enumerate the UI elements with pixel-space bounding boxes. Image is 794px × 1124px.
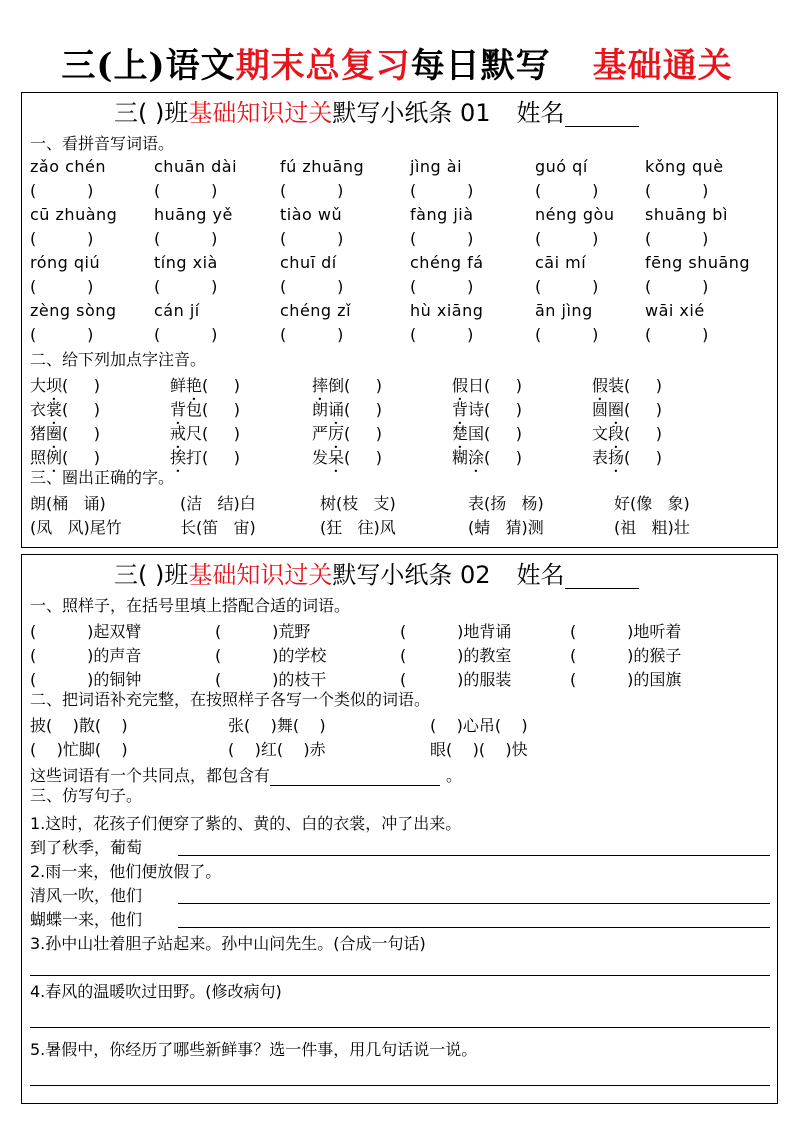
match-item[interactable]: ( )起双臂 <box>30 622 142 641</box>
answer-blank[interactable]: ( ) <box>30 181 94 200</box>
match-item[interactable]: ( )的国旗 <box>570 670 682 689</box>
choose-item[interactable]: 表(扬 杨) <box>468 494 544 513</box>
annotate-char-a: 衣 <box>30 400 47 419</box>
choose-item[interactable]: 树(枝 支) <box>320 494 396 513</box>
pinyin-word: jìng ài <box>410 157 463 176</box>
answer-line-5[interactable] <box>30 1085 770 1086</box>
sheet-title <box>22 99 777 127</box>
pinyin-word: shuāng bì <box>645 205 728 224</box>
pinyin-word: néng gòu <box>535 205 615 224</box>
answer-blank[interactable]: ( ) <box>154 277 218 296</box>
pinyin-row <box>30 157 770 179</box>
annotate-blank: ( ) <box>624 448 662 467</box>
match-item[interactable]: ( )地听着 <box>570 622 682 641</box>
pinyin-word: ān jìng <box>535 301 593 320</box>
annotate-char-a: 严 <box>312 424 329 443</box>
annotate-item[interactable] <box>452 445 522 476</box>
match-item[interactable]: ( )的教室 <box>400 646 512 665</box>
question-1-prompt: 到了秋季，葡萄 <box>30 838 143 857</box>
answer-blank[interactable]: ( ) <box>280 229 344 248</box>
pinyin-row <box>30 301 770 323</box>
answer-line-2b[interactable] <box>178 927 770 928</box>
answer-blank[interactable]: ( ) <box>30 229 94 248</box>
pinyin-word: chéng zǐ <box>280 301 352 320</box>
annotate-char-a: 表 <box>592 448 609 467</box>
annotate-char-a: 猪 <box>30 424 47 443</box>
pinyin-word: cū zhuàng <box>30 205 118 224</box>
name-field[interactable] <box>565 566 639 589</box>
answer-blank[interactable]: ( ) <box>535 229 599 248</box>
page-title <box>0 38 794 87</box>
title-part-review: 期末总复习 <box>235 46 411 86</box>
question-3: 3.孙中山壮着胆子站起来。孙中山问先生。(合成一句话) <box>30 934 426 953</box>
fill-item[interactable]: ( )忙脚( ) <box>30 740 128 759</box>
annotate-char-dotted: 裳 <box>46 400 63 419</box>
annotate-char-a: 照 <box>30 448 47 467</box>
choose-item[interactable]: (祖 粗)壮 <box>614 518 690 537</box>
answer-line-4[interactable] <box>30 1027 770 1028</box>
annotate-char-a: 鲜 <box>170 376 187 395</box>
section-choose-heading: 三、圈出正确的字。 <box>30 468 175 487</box>
match-item[interactable]: ( )的猴子 <box>570 646 682 665</box>
annotate-char-dotted: 摔 <box>312 376 329 395</box>
annotate-blank: 倒( ) <box>328 376 382 395</box>
annotate-blank: 包( ) <box>186 400 240 419</box>
common-point-text: 这些词语有一个共同点，都包含有 <box>30 766 271 785</box>
common-point-line <box>30 763 462 786</box>
annotate-char-dotted: 坝 <box>46 376 63 395</box>
pinyin-word: wāi xié <box>645 301 705 320</box>
pinyin-row <box>30 205 770 227</box>
answer-blank[interactable]: ( ) <box>645 181 709 200</box>
match-item[interactable]: ( )地背诵 <box>400 622 512 641</box>
section-annotate-heading: 二、给下列加点字注音。 <box>30 350 207 369</box>
common-point-period: 。 <box>446 766 463 785</box>
pinyin-word: zèng sòng <box>30 301 117 320</box>
annotate-blank: ( ) <box>624 424 662 443</box>
annotate-item[interactable] <box>170 445 240 476</box>
answer-blank-row <box>30 229 770 251</box>
fill-item[interactable]: ( )红( )赤 <box>228 740 326 759</box>
annotate-char-dotted: 楚 <box>452 424 469 443</box>
annotate-blank: 国( ) <box>468 424 522 443</box>
section-fill-heading: 二、把词语补充完整，在按照样子各写一个类似的词语。 <box>30 690 431 709</box>
pinyin-word: fú zhuāng <box>280 157 365 176</box>
annotate-blank: ( ) <box>62 448 100 467</box>
pinyin-word: cāi mí <box>535 253 587 272</box>
answer-blank[interactable]: ( ) <box>154 229 218 248</box>
annotate-blank: ( ) <box>344 400 382 419</box>
section-match-heading: 一、照样子，在括号里填上搭配合适的词语。 <box>30 596 351 615</box>
name-label: 姓名 <box>516 99 565 127</box>
choose-item[interactable]: 朗(桶 诵) <box>30 494 106 513</box>
answer-blank[interactable]: ( ) <box>154 181 218 200</box>
annotate-char-dotted: 圈 <box>608 400 625 419</box>
annotate-char-dotted: 挨 <box>170 448 187 467</box>
match-row <box>30 643 770 665</box>
choose-row <box>30 515 770 537</box>
answer-blank[interactable]: ( ) <box>410 229 474 248</box>
match-item[interactable]: ( )的服装 <box>400 670 512 689</box>
answer-blank[interactable]: ( ) <box>410 181 474 200</box>
annotate-blank: 装( ) <box>608 376 662 395</box>
fill-item[interactable]: ( )心吊( ) <box>430 716 528 735</box>
common-point-blank[interactable] <box>270 769 440 786</box>
match-item[interactable]: ( )的声音 <box>30 646 142 665</box>
annotate-blank: ( ) <box>344 448 382 467</box>
annotate-char-dotted: 扬 <box>608 448 625 467</box>
class-label: 三( )班 <box>114 99 189 127</box>
answer-blank[interactable]: ( ) <box>410 325 474 344</box>
pinyin-word: róng qiú <box>30 253 101 272</box>
choose-item[interactable]: 好(像 象) <box>614 494 690 513</box>
annotate-blank: 尺( ) <box>186 424 240 443</box>
choose-item[interactable]: (洁 结)白 <box>180 494 256 513</box>
answer-blank[interactable]: ( ) <box>535 181 599 200</box>
annotate-blank: ( ) <box>484 448 522 467</box>
answer-blank[interactable]: ( ) <box>410 277 474 296</box>
annotate-row <box>30 373 770 395</box>
answer-blank[interactable]: ( ) <box>280 277 344 296</box>
annotate-char-a: 文 <box>592 424 609 443</box>
match-item[interactable]: ( )的铜钟 <box>30 670 142 689</box>
annotate-char-a: 圆 <box>592 400 609 419</box>
answer-blank[interactable]: ( ) <box>154 325 218 344</box>
answer-blank[interactable]: ( ) <box>535 325 599 344</box>
answer-blank[interactable]: ( ) <box>280 325 344 344</box>
sheet-topic: 基础知识过关 <box>188 99 333 127</box>
sheet-number: 默写小纸条 02 <box>332 561 491 589</box>
annotate-char-dotted: 呆 <box>328 448 345 467</box>
annotate-char-a: 发 <box>312 448 329 467</box>
annotate-char-dotted: 诵 <box>328 400 345 419</box>
answer-blank-row <box>30 325 770 347</box>
choose-item[interactable]: 长(笛 宙) <box>180 518 256 537</box>
annotate-char-dotted: 涂 <box>468 448 485 467</box>
match-item[interactable]: ( )荒野 <box>215 622 311 641</box>
annotate-row <box>30 421 770 443</box>
pinyin-word: hù xiāng <box>410 301 484 320</box>
annotate-char-dotted: 背 <box>452 400 469 419</box>
answer-blank[interactable]: ( ) <box>30 277 94 296</box>
answer-line-2a[interactable] <box>178 903 770 904</box>
answer-blank[interactable]: ( ) <box>280 181 344 200</box>
answer-blank-row <box>30 181 770 203</box>
fill-item[interactable]: 眼( )( )快 <box>430 740 528 759</box>
match-item[interactable]: ( )的枝干 <box>215 670 327 689</box>
question-1: 1.这时，花孩子们便穿了紫的、黄的、白的衣裳，冲了出来。 <box>30 814 462 833</box>
choose-item[interactable]: (狂 往)风 <box>320 518 396 537</box>
section-pinyin-heading: 一、看拼音写词语。 <box>30 134 175 153</box>
name-field[interactable] <box>565 104 639 127</box>
annotate-char-dotted: 圈 <box>46 424 63 443</box>
choose-item[interactable]: (凤 风)尾竹 <box>30 518 122 537</box>
pinyin-row <box>30 253 770 275</box>
pinyin-word: chéng fá <box>410 253 484 272</box>
annotate-blank: ( ) <box>62 400 100 419</box>
match-item[interactable]: ( )的学校 <box>215 646 327 665</box>
answer-blank[interactable]: ( ) <box>30 325 94 344</box>
sheet-topic: 基础知识过关 <box>188 561 333 589</box>
answer-line-1[interactable] <box>178 855 770 856</box>
dictation-sheet-02 <box>21 554 778 1104</box>
name-label: 姓名 <box>516 561 565 589</box>
annotate-blank: ( ) <box>62 376 100 395</box>
title-part-daily: 每日默写 <box>410 46 551 86</box>
annotate-char-dotted: 例 <box>46 448 63 467</box>
pinyin-word: tiào wǔ <box>280 205 343 224</box>
annotate-blank: 打( ) <box>186 448 240 467</box>
match-row <box>30 667 770 689</box>
dictation-sheet-01 <box>21 92 778 548</box>
pinyin-word: huāng yě <box>154 205 233 224</box>
question-5: 5.暑假中，你经历了哪些新鲜事？选一件事，用几句话说一说。 <box>30 1040 478 1059</box>
annotate-char-a: 假 <box>592 376 609 395</box>
choose-row <box>30 491 770 513</box>
annotate-row <box>30 397 770 419</box>
question-2: 2.雨一来，他们便放假了。 <box>30 862 222 881</box>
annotate-char-a: 背 <box>170 400 187 419</box>
pinyin-word: cán jí <box>154 301 200 320</box>
answer-blank[interactable]: ( ) <box>645 325 709 344</box>
pinyin-word: zǎo chén <box>30 157 106 176</box>
class-label: 三( )班 <box>114 561 189 589</box>
annotate-char-dotted: 戒 <box>170 424 187 443</box>
annotate-blank: ( ) <box>202 376 240 395</box>
annotate-blank: ( ) <box>62 424 100 443</box>
annotate-blank: 日( ) <box>468 376 522 395</box>
pinyin-word: tíng xià <box>154 253 218 272</box>
sheet-title <box>22 561 777 589</box>
fill-row <box>30 737 770 759</box>
question-2-prompt-b: 蝴蝶一来，他们 <box>30 910 143 929</box>
pinyin-word: guó qí <box>535 157 588 176</box>
question-4: 4.春风的温暖吹过田野。(修改病句) <box>30 982 282 1001</box>
fill-row <box>30 713 770 735</box>
annotate-char-a: 大 <box>30 376 47 395</box>
question-2-prompt-a: 清风一吹，他们 <box>30 886 143 905</box>
section-imitate-heading: 三、仿写句子。 <box>30 786 143 805</box>
annotate-blank: 诗( ) <box>468 400 522 419</box>
pinyin-word: kǒng què <box>645 157 724 176</box>
fill-item[interactable]: 披( )散( ) <box>30 716 128 735</box>
annotate-blank: ( ) <box>344 424 382 443</box>
annotate-char-a: 朗 <box>312 400 329 419</box>
annotate-blank: ( ) <box>624 400 662 419</box>
pinyin-word: fàng jià <box>410 205 474 224</box>
fill-item[interactable]: 张( )舞( ) <box>228 716 326 735</box>
annotate-char-a: 糊 <box>452 448 469 467</box>
annotate-row <box>30 445 770 467</box>
match-row <box>30 619 770 641</box>
choose-item[interactable]: (蜻 猜)测 <box>468 518 544 537</box>
annotate-char-dotted: 艳 <box>186 376 203 395</box>
answer-blank[interactable]: ( ) <box>645 229 709 248</box>
title-part-basic: 基础通关 <box>592 46 733 86</box>
annotate-char-dotted: 厉 <box>328 424 345 443</box>
answer-line-3[interactable] <box>30 975 770 976</box>
answer-blank[interactable]: ( ) <box>535 277 599 296</box>
annotate-item[interactable] <box>592 445 662 476</box>
answer-blank[interactable]: ( ) <box>645 277 709 296</box>
answer-blank-row <box>30 277 770 299</box>
annotate-char-dotted: 段 <box>608 424 625 443</box>
annotate-char-a: 假 <box>452 376 469 395</box>
annotate-item[interactable] <box>312 445 382 476</box>
pinyin-word: chuī dí <box>280 253 337 272</box>
sheet-number: 默写小纸条 01 <box>332 99 491 127</box>
pinyin-word: chuān dài <box>154 157 238 176</box>
pinyin-word: fēng shuāng <box>645 253 751 272</box>
title-part-grade: 三(上)语文 <box>61 46 236 86</box>
